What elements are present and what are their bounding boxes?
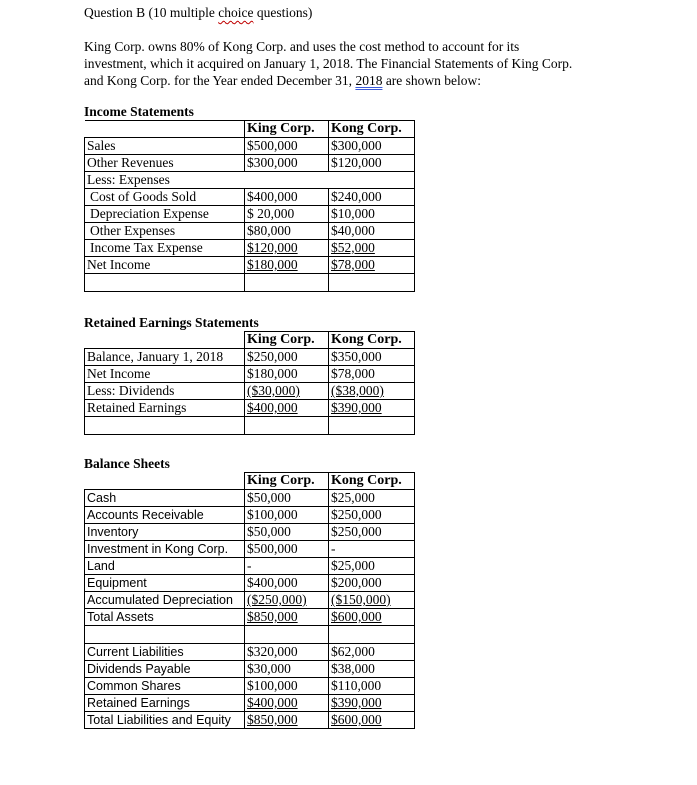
paragraph-text-end: are shown below: bbox=[382, 73, 482, 88]
table-row bbox=[85, 524, 415, 541]
table-row bbox=[85, 240, 415, 257]
kong-value: $240,000 bbox=[329, 189, 415, 206]
king-value: $320,000 bbox=[245, 644, 329, 661]
king-value: $400,000 bbox=[245, 695, 329, 712]
table-row bbox=[85, 400, 415, 417]
row-label: Cost of Goods Sold bbox=[85, 189, 245, 206]
table-row bbox=[85, 712, 415, 729]
row-label: Other Expenses bbox=[85, 223, 245, 240]
kong-value: - bbox=[329, 541, 415, 558]
question-title-misspelled-word: choice bbox=[218, 5, 254, 20]
kong-value: ($38,000) bbox=[329, 383, 415, 400]
balance-sheets-title: Balance Sheets bbox=[84, 456, 170, 471]
king-value: ($30,000) bbox=[245, 383, 329, 400]
row-label: Total Liabilities and Equity bbox=[85, 712, 245, 729]
kong-value: $38,000 bbox=[329, 661, 415, 678]
kong-value: $40,000 bbox=[329, 223, 415, 240]
income-statements-table bbox=[84, 120, 415, 292]
empty-cell bbox=[85, 417, 245, 435]
row-label: Equipment bbox=[85, 575, 245, 592]
row-label: Net Income bbox=[85, 366, 245, 383]
table-row-empty bbox=[85, 274, 415, 292]
table-row bbox=[85, 172, 415, 189]
table-row bbox=[85, 541, 415, 558]
kong-value: $120,000 bbox=[329, 155, 415, 172]
king-value: $250,000 bbox=[245, 349, 329, 366]
kong-value: $600,000 bbox=[329, 609, 415, 626]
row-label: Balance, January 1, 2018 bbox=[85, 349, 245, 366]
king-value: $ 20,000 bbox=[245, 206, 329, 223]
king-value: $50,000 bbox=[245, 524, 329, 541]
header-king: King Corp. bbox=[245, 121, 329, 138]
kong-value: $200,000 bbox=[329, 575, 415, 592]
table-header-row bbox=[85, 473, 415, 490]
table-row bbox=[85, 490, 415, 507]
king-value: $30,000 bbox=[245, 661, 329, 678]
king-value: ($250,000) bbox=[245, 592, 329, 609]
paragraph-year: 2018 bbox=[355, 73, 383, 88]
table-row bbox=[85, 189, 415, 206]
kong-value: $78,000 bbox=[329, 257, 415, 274]
table-row bbox=[85, 257, 415, 274]
row-label: Sales bbox=[85, 138, 245, 155]
king-value: $50,000 bbox=[245, 490, 329, 507]
king-value: $120,000 bbox=[245, 240, 329, 257]
king-value: $300,000 bbox=[245, 155, 329, 172]
retained-earnings-table bbox=[84, 331, 415, 435]
header-blank bbox=[85, 121, 245, 138]
empty-cell bbox=[329, 417, 415, 435]
kong-value: $25,000 bbox=[329, 558, 415, 575]
table-row bbox=[85, 138, 415, 155]
kong-value: $110,000 bbox=[329, 678, 415, 695]
header-king: King Corp. bbox=[245, 473, 329, 490]
row-label: Accounts Receivable bbox=[85, 507, 245, 524]
table-header-row bbox=[85, 332, 415, 349]
kong-value: ($150,000) bbox=[329, 592, 415, 609]
question-title-prefix: Question B (10 multiple bbox=[84, 5, 219, 20]
row-label: Dividends Payable bbox=[85, 661, 245, 678]
table-row bbox=[85, 507, 415, 524]
table-row bbox=[85, 695, 415, 712]
kong-value: $350,000 bbox=[329, 349, 415, 366]
king-value: $180,000 bbox=[245, 257, 329, 274]
table-row-empty bbox=[85, 626, 415, 644]
row-label: Other Revenues bbox=[85, 155, 245, 172]
table-row bbox=[85, 609, 415, 626]
row-label: Investment in Kong Corp. bbox=[85, 541, 245, 558]
table-row bbox=[85, 366, 415, 383]
table-row bbox=[85, 644, 415, 661]
table-row bbox=[85, 206, 415, 223]
table-row bbox=[85, 155, 415, 172]
row-label: Less: Dividends bbox=[85, 383, 245, 400]
king-value: $80,000 bbox=[245, 223, 329, 240]
question-title-suffix: questions) bbox=[253, 5, 313, 20]
header-kong: Kong Corp. bbox=[329, 332, 415, 349]
table-row bbox=[85, 678, 415, 695]
king-value: $180,000 bbox=[245, 366, 329, 383]
kong-value: $52,000 bbox=[329, 240, 415, 257]
row-label: Cash bbox=[85, 490, 245, 507]
table-header-row bbox=[85, 121, 415, 138]
kong-value: $250,000 bbox=[329, 507, 415, 524]
empty-cell bbox=[245, 626, 329, 644]
balance-sheets-table bbox=[84, 472, 415, 729]
row-label: Common Shares bbox=[85, 678, 245, 695]
row-label: Land bbox=[85, 558, 245, 575]
header-blank bbox=[85, 473, 245, 490]
empty-cell bbox=[85, 274, 245, 292]
kong-value: $62,000 bbox=[329, 644, 415, 661]
kong-value: $25,000 bbox=[329, 490, 415, 507]
row-label: Retained Earnings bbox=[85, 695, 245, 712]
king-value: $100,000 bbox=[245, 507, 329, 524]
table-row-empty bbox=[85, 417, 415, 435]
row-label: Depreciation Expense bbox=[85, 206, 245, 223]
king-value: $400,000 bbox=[245, 575, 329, 592]
header-king: King Corp. bbox=[245, 332, 329, 349]
empty-cell bbox=[329, 274, 415, 292]
header-kong: Kong Corp. bbox=[329, 473, 415, 490]
row-label: Total Assets bbox=[85, 609, 245, 626]
kong-value: $10,000 bbox=[329, 206, 415, 223]
empty-cell bbox=[245, 417, 329, 435]
row-label: Retained Earnings bbox=[85, 400, 245, 417]
king-value: - bbox=[245, 558, 329, 575]
header-blank bbox=[85, 332, 245, 349]
table-row bbox=[85, 661, 415, 678]
header-kong: Kong Corp. bbox=[329, 121, 415, 138]
kong-value: $600,000 bbox=[329, 712, 415, 729]
table-row bbox=[85, 558, 415, 575]
table-row bbox=[85, 349, 415, 366]
row-label: Net Income bbox=[85, 257, 245, 274]
king-value: $500,000 bbox=[245, 541, 329, 558]
king-value: $850,000 bbox=[245, 712, 329, 729]
table-row bbox=[85, 592, 415, 609]
kong-value: $390,000 bbox=[329, 695, 415, 712]
kong-value: $250,000 bbox=[329, 524, 415, 541]
king-value: $100,000 bbox=[245, 678, 329, 695]
table-row bbox=[85, 383, 415, 400]
row-label: Inventory bbox=[85, 524, 245, 541]
question-paragraph bbox=[84, 38, 584, 89]
king-value: $500,000 bbox=[245, 138, 329, 155]
question-title bbox=[84, 5, 312, 22]
income-statements-title: Income Statements bbox=[84, 104, 194, 119]
empty-cell bbox=[85, 626, 245, 644]
row-label: Current Liabilities bbox=[85, 644, 245, 661]
row-label: Accumulated Depreciation bbox=[85, 592, 245, 609]
kong-value: $78,000 bbox=[329, 366, 415, 383]
retained-earnings-title: Retained Earnings Statements bbox=[84, 315, 259, 330]
king-value: $400,000 bbox=[245, 400, 329, 417]
row-label: Income Tax Expense bbox=[85, 240, 245, 257]
kong-value: $390,000 bbox=[329, 400, 415, 417]
table-row bbox=[85, 223, 415, 240]
kong-value: $300,000 bbox=[329, 138, 415, 155]
row-label: Less: Expenses bbox=[85, 172, 415, 189]
king-value: $850,000 bbox=[245, 609, 329, 626]
empty-cell bbox=[329, 626, 415, 644]
table-row bbox=[85, 575, 415, 592]
empty-cell bbox=[245, 274, 329, 292]
paragraph-text: King Corp. owns 80% of Kong Corp. and uses the cost method to account for its investment, which it acquired on January 1, 2018. The Financial Statements of King Corp. and Kong Corp. for the Year ended December 31, bbox=[84, 39, 573, 88]
king-value: $400,000 bbox=[245, 189, 329, 206]
